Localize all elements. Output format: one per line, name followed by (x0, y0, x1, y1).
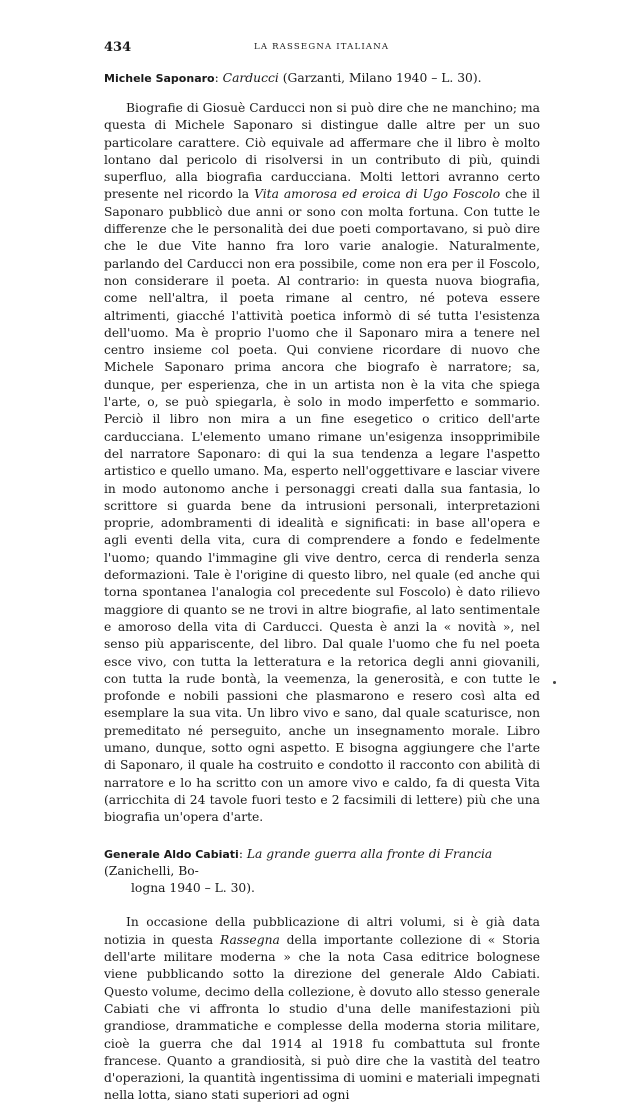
body-text-part: della importante collezione di « Storia dell'arte militare moderna » che la nota Casa editrice bolognese viene pubblicando sotto la direzione del generale Aldo Cabiati. Questo volume, decimo della collezione, è dovuto allo stesso generale Cabiati che vi affronta lo studio d'una delle manifestazioni più grandiose, drammatiche e complesse della moderna storia militare, cioè la guerra che dal 1914 al 1918 fu combattuta sul fronte francese. Quanto a grandiosità, si può dire che la vastità del teatro d'operazioni, la quantità ingentissima di uomini e materiali impegnati nella lotta, siano stati superiori ad ogni (104, 932, 540, 1103)
book-title: La grande guerra alla fronte di Francia (246, 847, 493, 862)
body-text-part: che il Saponaro pubblicò due anni or sono con molta fortuna. Con tutte le differenze che le personalità dei due poeti comportavano, si può dire che le due Vite hanno fra loro varie analogie. Naturalmente, parlando del Carducci non era possibile, come non era per il Foscolo, non considerare il poeta. Al contrario: in questa nuova biografia, come nell'altra, il poeta rimane al centro, né poteva essere altrimenti, giacché l'attività poetica informò di sé tutta l'esistenza dell'uomo. Ma è proprio l'uomo che il Saponaro mira a tenere nel centro insieme col poeta. Qui conviene ricordare di nuovo che Michele Saponaro prima ancora che biografo è narratore; sa, dunque, per esperienza, che in un artista non è la vita che spiega l'arte, o, se può spiegarla, è solo in modo imperfetto e sommario. Perciò il libro non mira a un fine esegetico o critico dell'arte carducciana. L'elemento umano rimane un'esigenza insopprimibile del narratore Saponaro: di qui la sua tendenza a legare l'aspetto artistico e quello umano. Ma, esperto nell'oggettivare e lasciar vivere in modo autonomo anche i personaggi creati dalla sua fantasia, lo scrittore si guarda bene da intrusioni personali, interpretazioni proprie, adombramenti di idealità e significati: in base all'opera e agli eventi della vita, cura di comprendere a fondo e fedelmente l'uomo; quando l'immagine gli vive dentro, cerca di renderla senza deformazioni. Tale è l'origine di questo libro, nel quale (ed anche qui torna spontanea l'analogia col precedente sul Foscolo) è dato rilievo maggiore di quanto se ne trovi in altre biografie, al lato sentimentale e amoroso della vita di Carducci. Questa è anzi la « novità », nel senso più appariscente, del libro. Dal quale l'uomo che fu nel poeta esce vivo, con tutta la letteratura e la retorica degli anni giovanili, con tutta la rude bontà, la veemenza, la generosità, e con tutte le profonde e nobili passioni che plasmarono e resero così alta ed esemplare la sua vita. Un libro vivo e sano, dal quale scaturisce, non premeditato né perseguito, anche un insegnamento morale. Libro umano, dunque, sotto ogni aspetto. E bisogna aggiungere che l'arte di Saponaro, il quale ha costruito e condotto il racconto con abilità di narratore e lo ha scritto con un amore vivo e caldo, fa di questa Vita (arricchita di 24 tavole fuori testo e 2 facsimili di lettere) più che una biografia un'opera d'arte. (104, 187, 540, 825)
body-text-part: Biografie di Giosuè Carducci non si può dire che ne manchino; ma questa di Michele Saponaro si distingue dalle altre per un suo particolare carattere. Ciò equivale ad affermare che il libro è molto lontano dal pericolo di risolversi in un contributo di più, quindi superfluo, alla biografia carducciana. Molti lettori avranno certo presente nel ricordo la (104, 101, 540, 202)
publication-info: (Zanichelli, Bo- (104, 864, 199, 879)
review-body (104, 100, 540, 826)
review-header: Generale Aldo Cabiati: La grande guerra alla fronte di Francia (Zanichelli, Bo- logna 1940 – L. 30). (104, 846, 540, 897)
review-carducci (104, 70, 540, 826)
cited-title: Vita amorosa ed eroica di Ugo Foscolo (254, 187, 501, 202)
print-speck (553, 681, 556, 684)
body-text-part: In occasione della pubblicazione di altri volumi, si è già data notizia in questa (104, 915, 540, 947)
page (104, 38, 540, 1105)
journal-title: LA RASSEGNA ITALIANA (254, 42, 390, 52)
review-body (104, 914, 540, 1104)
publication-info-continued: logna 1940 – L. 30). (131, 881, 255, 896)
review-author: Generale Aldo Cabiati (104, 848, 239, 862)
page-number: 434 (104, 40, 132, 55)
book-title: Carducci (222, 71, 279, 85)
publication-info: (Garzanti, Milano 1940 – L. 30). (282, 71, 482, 85)
running-head (104, 38, 540, 56)
journal-reference: Rassegna (219, 932, 280, 947)
review-header: Michele Saponaro: Carducci (Garzanti, Milano 1940 – L. 30). (104, 71, 482, 85)
review-author: Michele Saponaro (104, 72, 215, 85)
review-cabiati (104, 846, 540, 1104)
